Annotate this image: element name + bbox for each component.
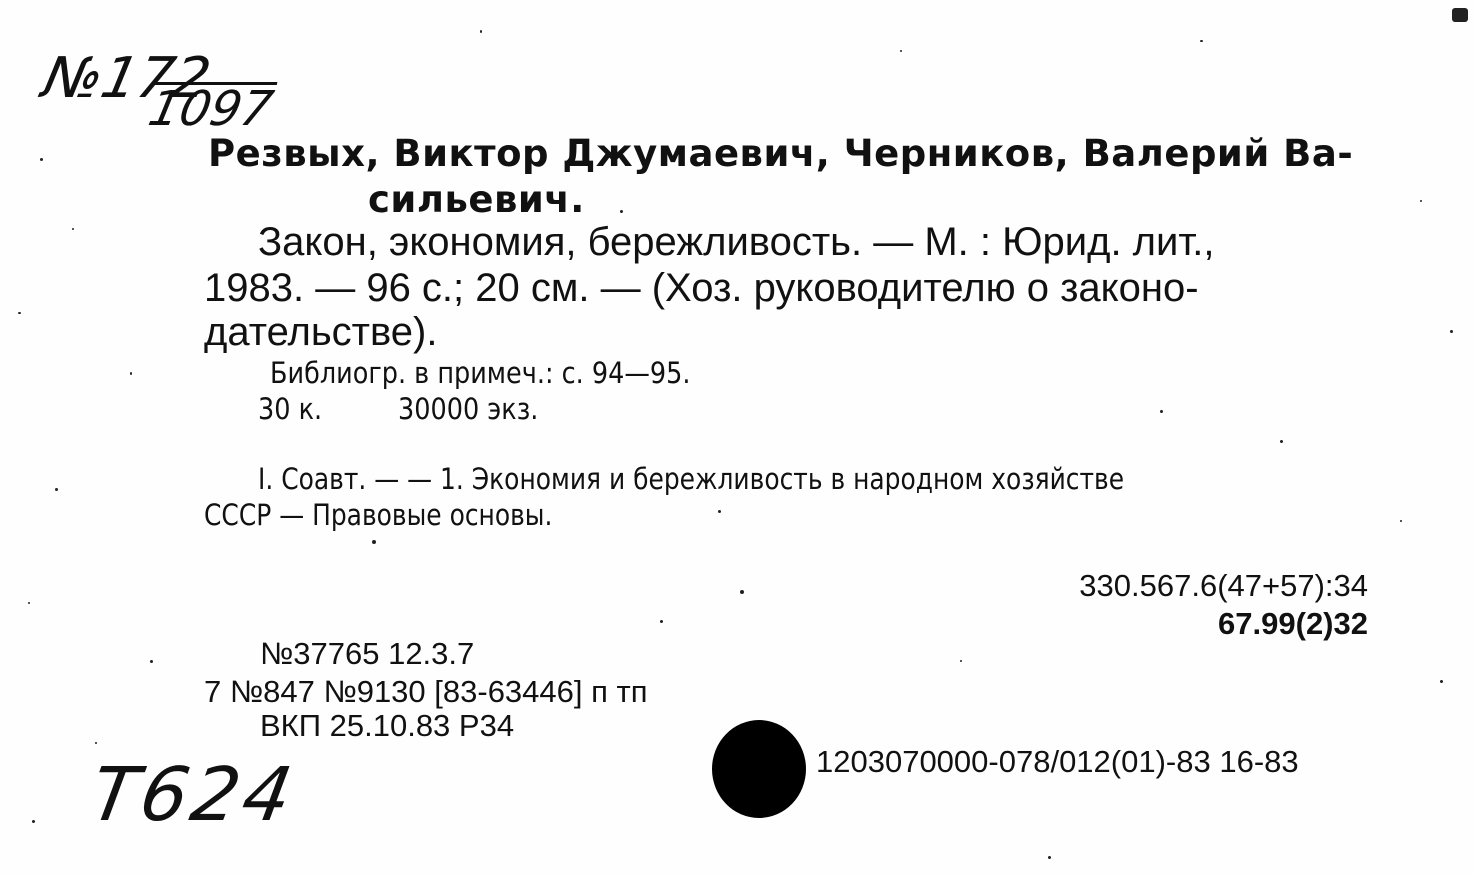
handwritten-shelf-mark bbox=[84, 752, 302, 838]
authors-line-1: Резвых, Виктор Джумаевич, Черников, Валерий Ва- bbox=[208, 132, 1354, 175]
vkp-line: ВКП 25.10.83 Р34 bbox=[260, 708, 515, 743]
catalog-numbers: 7 №847 №9130 [83-63446] п тп bbox=[204, 674, 648, 709]
subjects-line-1: I. Соавт. — — 1. Экономия и бережливость в народном хозяйстве bbox=[258, 462, 1125, 496]
accession-number: №172 bbox=[37, 46, 217, 111]
bbk-code: 67.99(2)32 bbox=[1218, 606, 1368, 641]
title-line-2: 1983. — 96 с.; 20 см. — (Хоз. руководителю о законо- bbox=[204, 266, 1199, 310]
title-line-1: Закон, экономия, бережливость. — М. : Юрид. лит., bbox=[258, 220, 1215, 264]
subjects-line-2: СССР — Правовые основы. bbox=[204, 498, 553, 532]
shelf-mark: Т624 bbox=[84, 752, 303, 838]
punch-hole bbox=[712, 720, 806, 818]
bibliography-note: Библиогр. в примеч.: с. 94—95. bbox=[270, 356, 691, 390]
order-number: №37765 12.3.7 bbox=[260, 636, 475, 671]
print-run: 30000 экз. bbox=[398, 392, 539, 426]
authors-line-2: сильевич. bbox=[368, 178, 585, 221]
udc-code: 330.567.6(47+57):34 bbox=[1079, 568, 1368, 603]
title-line-3: дательстве). bbox=[204, 310, 438, 354]
handwritten-accession-sub bbox=[143, 81, 278, 137]
accession-sub-number: 1097 bbox=[143, 81, 278, 137]
price: 30 к. bbox=[258, 392, 323, 426]
index-code: 1203070000-078/012(01)-83 16-83 bbox=[816, 744, 1299, 779]
